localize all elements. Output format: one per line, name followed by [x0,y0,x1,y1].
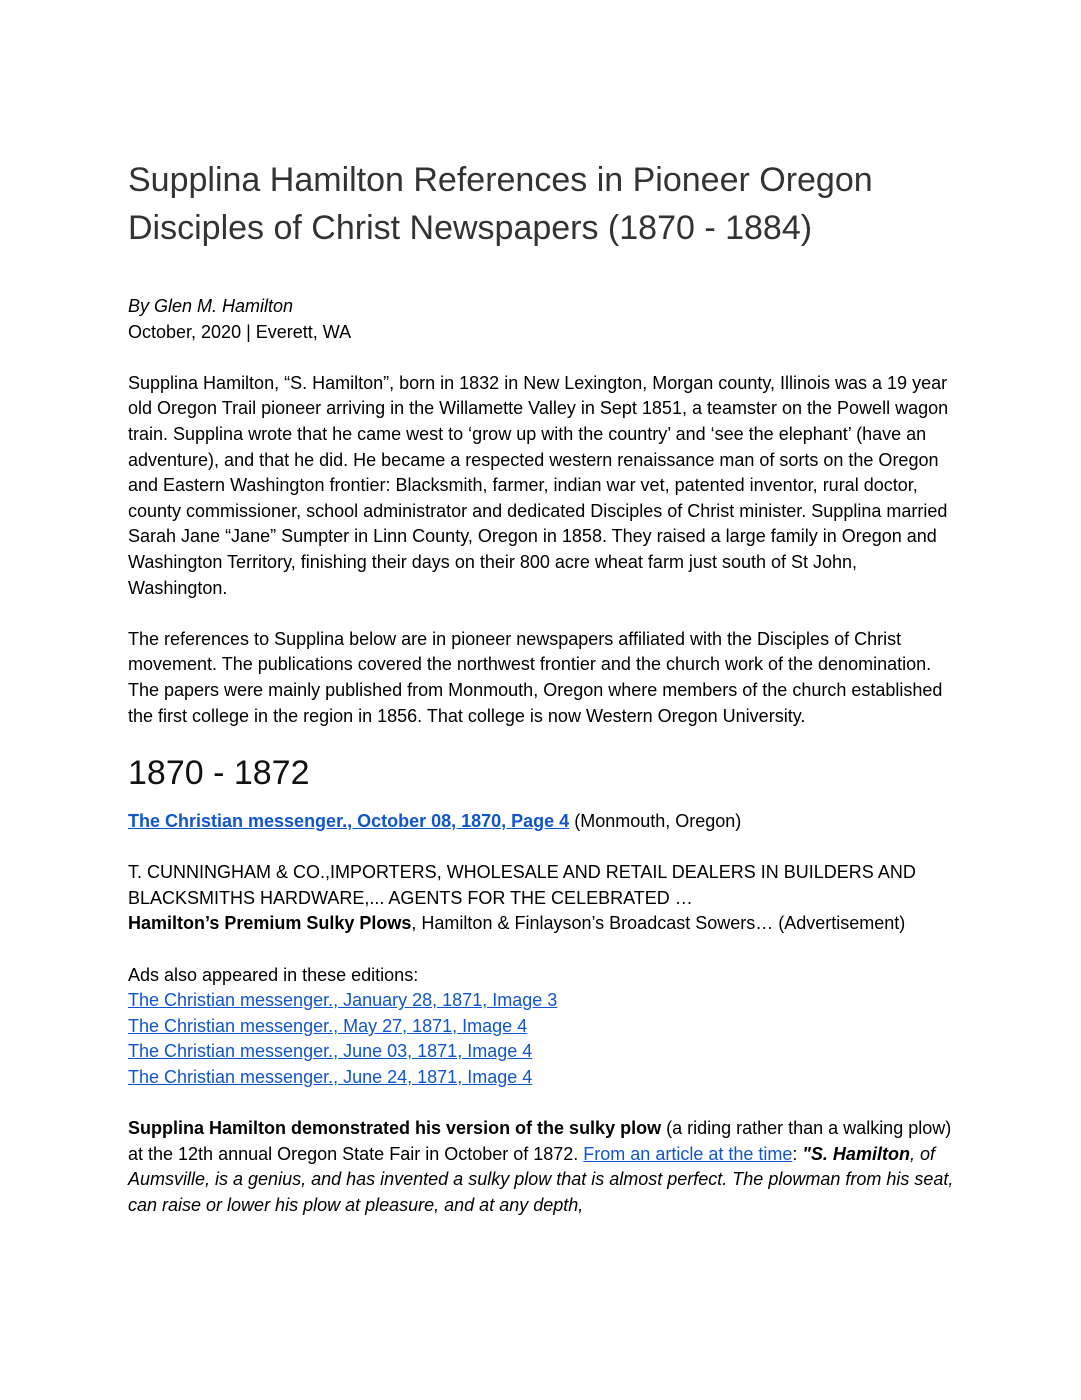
edition-link[interactable]: The Christian messenger., January 28, 1871, Image 3 [128,990,558,1011]
document-page [128,150,958,1219]
byline-date-place: October, 2020 | Everett, WA [128,321,352,342]
byline-author: By Glen M. Hamilton [128,296,294,316]
editions-label: Ads also appeared in these editions: [128,964,419,985]
reference-link[interactable]: The Christian messenger., October 08, 1870, Page 4 [128,811,570,832]
edition-link[interactable]: The Christian messenger., June 03, 1871, Image 4 [128,1041,533,1062]
demo-bold: Supplina Hamilton demonstrated his version of the sulky plow [128,1118,662,1139]
demo-text: (a riding rather than a walking plow) at the 12th annual Oregon State Fair in October of 1872. [128,1118,952,1164]
edition-link[interactable]: The Christian messenger., June 24, 1871, Image 4 [128,1067,533,1088]
quote-text: , of Aumsville, is a genius, and has invented a sulky plow that is almost perfect. The plowman from his seat, can raise or lower his plow at pleasure, and at any depth, [128,1143,954,1215]
intro-paragraph-2: The references to Supplina below are in pioneer newspapers affiliated with the Disciples of Christ movement. The publications covered the northwest frontier and the church work of the denomination. The papers were mainly published from Monmouth, Oregon where members of the church established the first college in the region in 1856. That college is now Western Oregon University. [128,628,943,726]
quote-bold: "S. Hamilton [802,1143,910,1164]
intro-paragraph-1: Supplina Hamilton, “S. Hamilton”, born in 1832 in New Lexington, Morgan county, Illinois was a 19 year old Oregon Trail pioneer arriving in the Willamette Valley in Sept 1851, a teamster on the Powell wagon train. Supplina wrote that he came west to ‘grow up with the country’ and ‘see the elephant’ (have an adventure), and that he did. He became a respected western renaissance man of sorts on the Oregon and Eastern Washington frontier: Blacksmith, farmer, indian war vet, patented inventor, rural doctor, county commissioner, school administrator and dedicated Disciples of Christ minister. Supplina married Sarah Jane “Jane” Sumpter in Linn County, Oregon in 1858. They raised a large family in Oregon and Washington Territory, finishing their days on their 800 acre wheat farm just south of St John, Washington. [128,372,949,598]
page-title: Supplina Hamilton References in Pioneer Oregon Disciples of Christ Newspapers (1870 - 1884) [128,161,873,247]
byline [128,294,958,345]
editions-list [128,988,958,1090]
article-link[interactable]: From an article at the time [583,1143,793,1164]
demo-colon: : [792,1143,803,1164]
ad-detail [128,911,958,937]
ad-rest: , Hamilton & Finlayson’s Broadcast Sowers… (Advertisement) [411,913,906,934]
ad-text: T. CUNNINGHAM & CO.,IMPORTERS, WHOLESALE AND RETAIL DEALERS IN BUILDERS AND BLACKSMITHS HARDWARE,... AGENTS FOR THE CELEBRATED … [128,862,916,908]
section-heading: 1870 - 1872 [128,754,310,793]
reference-place: (Monmouth, Oregon) [569,811,742,832]
edition-link[interactable]: The Christian messenger., May 27, 1871, Image 4 [128,1015,528,1036]
reference-line [128,809,958,835]
demo-paragraph [128,1116,958,1218]
ad-bold: Hamilton’s Premium Sulky Plows [128,913,412,934]
